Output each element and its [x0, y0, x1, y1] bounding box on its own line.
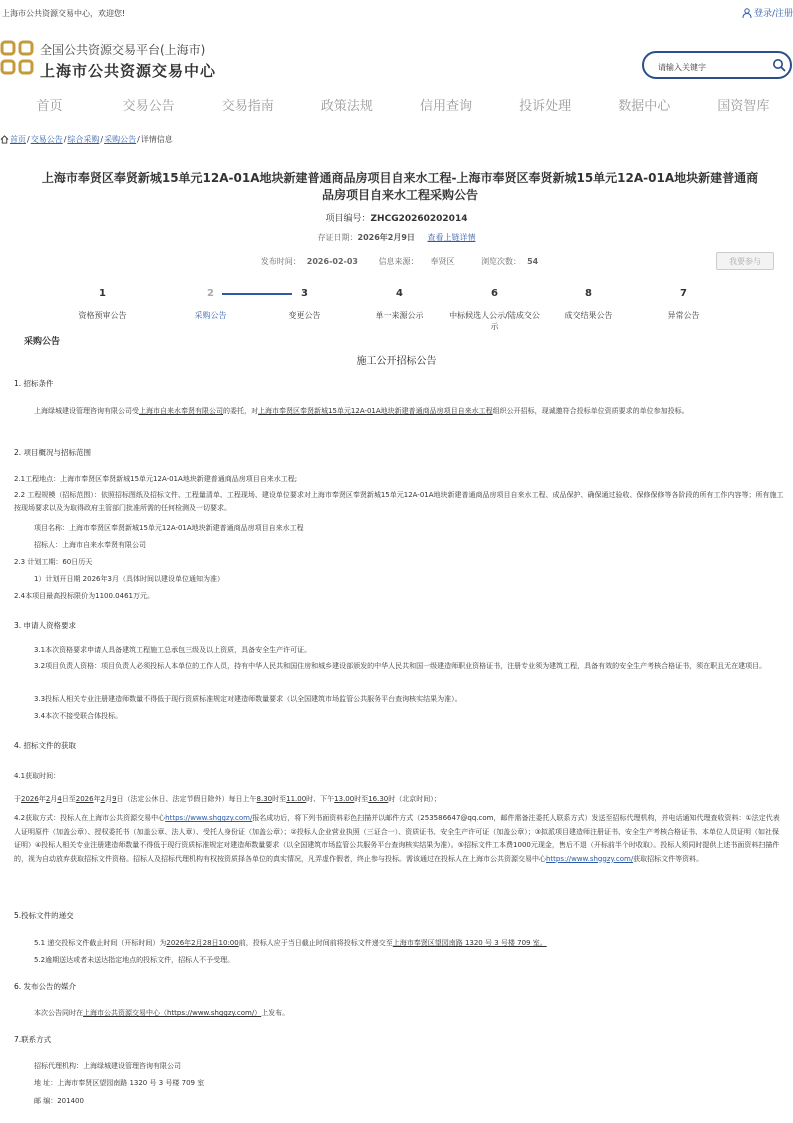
nav-data-center[interactable]: 数据中心 — [618, 99, 671, 114]
para-2-7: 2.4本项目最高投标限价为1100.0461万元。 — [14, 592, 154, 600]
stage-steps — [55, 288, 735, 338]
breadcrumb-procurement-notice[interactable]: 采购公告 — [104, 135, 137, 144]
join-button[interactable]: 我要参与 — [716, 252, 774, 270]
para-6: 本次公告同时在上海市公共资源交易中心（https://www.shggzy.com/）上发布。 — [34, 1009, 290, 1017]
site-logo-icon — [0, 40, 34, 76]
nav-complaints[interactable]: 投诉处理 — [519, 99, 572, 114]
step-result[interactable]: 8 成交结果公告 — [564, 288, 613, 320]
breadcrumb-home[interactable]: 首页 — [10, 135, 26, 144]
para-1: 上海绿城建设管理咨询有限公司受上海市自来水奉贤有限公司的委托，对上海市奉贤区奉贤新城15单元12A-01A地块新建普通商品房项目自来水工程组织公开招标，现诚邀符合投标单位资质要求的单位参加投标。 — [34, 407, 689, 415]
publish-site: 上海市公共资源交易中心（https://www.shggzy.com/） — [83, 1009, 262, 1017]
info-source: 奉贤区 — [430, 257, 455, 266]
para-4-3: 4.2获取方式：投标人在上海市公共资源交易中心https://www.shggzy.com/报名成功后，将下列书面资料彩色扫描并以邮件方式（253586647@qq.com，邮件需备注委托人联系方式）发送至招标代理机构，并电话通知代理查收资料：①法定代表人证明原件（加盖公章）、授权委托书（加盖公章、法人章）、受托人身份证（加盖公章）；②投标人企业营业执照（三证合一）、资质证书、安全生产许可证（加盖公章）；③拟派项目建造师注册证书、安全生产考核合格证书、本单位人员证明（如社保证明）④投标人相关专业注册建造师数量不得低于现行资质标准规定对建造师数量要求（以全国建筑市场监管公共服务平台查询核实结果为准）。⑤招标文件工本费1000元现金，售后不退（开标前半个时收取）。投标人须同时提供上述书面资料扫描件的，视为自动放弃获取招标文件资格。招标人及招标代理机构有权按资质择各单位的真实情况，凡弄虚作假者，终止参与投标。需该通过在投标人在上海市公共资源交易中心https://www.shggzy.com/获取招标文件等资料。 — [14, 814, 780, 863]
para-5-2: 5.2逾期送达或者未送达指定地点的投标文件，招标人不予受理。 — [34, 956, 235, 964]
nav-trade-notices[interactable]: 交易公告 — [122, 99, 175, 114]
step-exception[interactable]: 7 异常公告 — [667, 288, 700, 320]
para-2-3: 项目名称：上海市奉贤区奉贤新城15单元12A-01A地块新建普通商品房项目自来水工程 — [34, 524, 304, 532]
login-label: 登录/注册 — [753, 9, 793, 19]
heading-7: 7.联系方式 — [14, 1035, 52, 1044]
para-3-4: 3.4本次不接受联合体投标。 — [34, 712, 123, 720]
heading-4: 4. 招标文件的获取 — [14, 741, 77, 750]
home-icon — [0, 135, 9, 144]
para-2-2: 2.2 工程规模（招标范围）：依照招标图纸及招标文件、工程量清单、工程现场、建设单位要求对上海市奉贤区奉贤新城15单元12A-01A地块新建普通商品房项目自来水工程、成品保护、确保通过验收、保修保修等各阶段的所有工作内容等；所有施工按现场要求以及为取得政府主管部门批准所需的任何检测及一切要求。 — [14, 491, 784, 512]
search-icon[interactable] — [772, 58, 786, 72]
shggzy-link-2[interactable]: https://www.shggzy.com/ — [546, 854, 634, 863]
para-3-3: 3.3投标人相关专业注册建造师数量不得低于现行资质标准规定对建造师数量要求（以全国建筑市场监管公共服务平台查询核实结果为准）。 — [34, 695, 462, 703]
para-4-1: 4.1获取时间： — [14, 772, 61, 780]
breadcrumb-current: 详情信息 — [140, 135, 173, 144]
nav-think-tank[interactable]: 国资智库 — [717, 99, 770, 114]
para-2-1: 2.1工程地点：上海市奉贤区奉贤新城15单元12A-01A地块新建普通商品房项目自来水工程; — [14, 475, 298, 483]
welcome-text: 上海市公共资源交易中心，欢迎您! — [2, 9, 126, 18]
heading-5: 5.投标文件的递交 — [14, 911, 74, 920]
heading-6: 6. 发布公告的媒介 — [14, 982, 77, 991]
section-title: 采购公告 — [24, 337, 61, 347]
breadcrumb: 首页 / 交易公告 / 综合采购 / 采购公告 / 详情信息 — [0, 134, 173, 145]
heading-2: 2. 项目概况与招标范围 — [14, 448, 92, 457]
search-input[interactable] — [656, 59, 770, 75]
contact-agency: 招标代理机构：上海绿城建设管理咨询有限公司 — [34, 1062, 181, 1070]
site-title: 上海市公共资源交易中心 — [40, 62, 217, 80]
heading-3: 3. 申请人资格要求 — [14, 621, 77, 630]
para-2-6: 1）计划开日期 2026年3月（具体时间以建设单位通知为准） — [34, 575, 224, 583]
step-single-source[interactable]: 4 单一来源公示 — [375, 288, 424, 320]
step-procurement[interactable]: 2 采购公告 — [194, 288, 227, 320]
step-change[interactable]: 3 变更公告 — [288, 288, 321, 320]
chain-detail-link[interactable]: 查看上链详情 — [427, 233, 476, 242]
login-link[interactable] — [742, 6, 793, 19]
breadcrumb-procurement[interactable]: 综合采购 — [67, 135, 100, 144]
user-icon — [742, 8, 752, 18]
para-3-1: 3.1本次资格要求申请人具备建筑工程施工总承包三级及以上资质，具备安全生产许可证。 — [34, 646, 312, 654]
para-4-2: 于2026年2月4日至2026年2月9日（法定公休日、法定节假日除外）每日上午8.30时至11.00时、下午13.00时至16.30时（北京时间）； — [14, 795, 441, 803]
site-subtitle: 全国公共资源交易平台(上海市) — [40, 43, 206, 57]
notice-meta: 发布时间： 2026-02-03 信息来源： 奉贤区 浏览次数： 54 — [260, 257, 539, 266]
heading-1: 1. 招标条件 — [14, 379, 54, 388]
document-title: 施工公开招标公告 — [356, 356, 437, 367]
contact-postcode: 邮 编：201400 — [34, 1097, 84, 1105]
para-2-4: 招标人：上海市自来水奉贤有限公司 — [34, 541, 146, 549]
breadcrumb-notices[interactable]: 交易公告 — [30, 135, 63, 144]
view-count: 54 — [527, 257, 539, 266]
top-bar — [0, 0, 793, 26]
project-number-value: ZHCG20260202014 — [370, 214, 468, 224]
shggzy-link[interactable]: https://www.shggzy.com/ — [165, 814, 253, 822]
contact-address: 地 址：上海市奉贤区望园南路 1320 号 3 号楼 709 室 — [34, 1079, 205, 1087]
para-2-5: 2.3 计划工期：60日历天 — [14, 558, 93, 566]
nav-home[interactable]: 首页 — [36, 99, 63, 114]
nav-trade-guide[interactable]: 交易指南 — [221, 99, 274, 114]
step-candidates[interactable]: 6 中标候选人公示/陆成交公示 — [449, 288, 540, 331]
main-nav — [0, 92, 793, 122]
nav-policies[interactable]: 政策法规 — [320, 99, 373, 114]
project-number: 项目编号：ZHCG20260202014 — [325, 214, 468, 224]
step-prequal[interactable]: 1 资格预审公告 — [78, 288, 127, 320]
para-5-1: 5.1 递交投标文件截止时间（开标时间）为2026年2月28日10:00前，投标人应于当日截止时间前将投标文件递交至上海市奉贤区望园南路 1320 号 3 号楼 709 室。 — [34, 939, 547, 947]
para-3-2: 3.2项目负责人资格：项目负责人必须投标人本单位的工作人员，持有中华人民共和国住房和城乡建设部颁发的中华人民共和国一级建造师职业资格证书，注册专业须为建筑工程，具备有效的安全生产考核合格证书，须在职且无在建项目。 — [34, 662, 767, 670]
nav-credit-query[interactable]: 信用查询 — [420, 99, 473, 114]
deposit-date: 存证日期：2026年2月9日 查看上链详情 — [317, 233, 476, 242]
notice-title: 上海市奉贤区奉贤新城15单元12A-01A地块新建普通商品房项目自来水工程-上海市奉贤区奉贤新城15单元12A-01A地块新建普通商品房项目自来水工程采购公告 — [41, 171, 759, 202]
publish-time: 2026-02-03 — [306, 257, 358, 266]
search-box — [642, 51, 792, 79]
